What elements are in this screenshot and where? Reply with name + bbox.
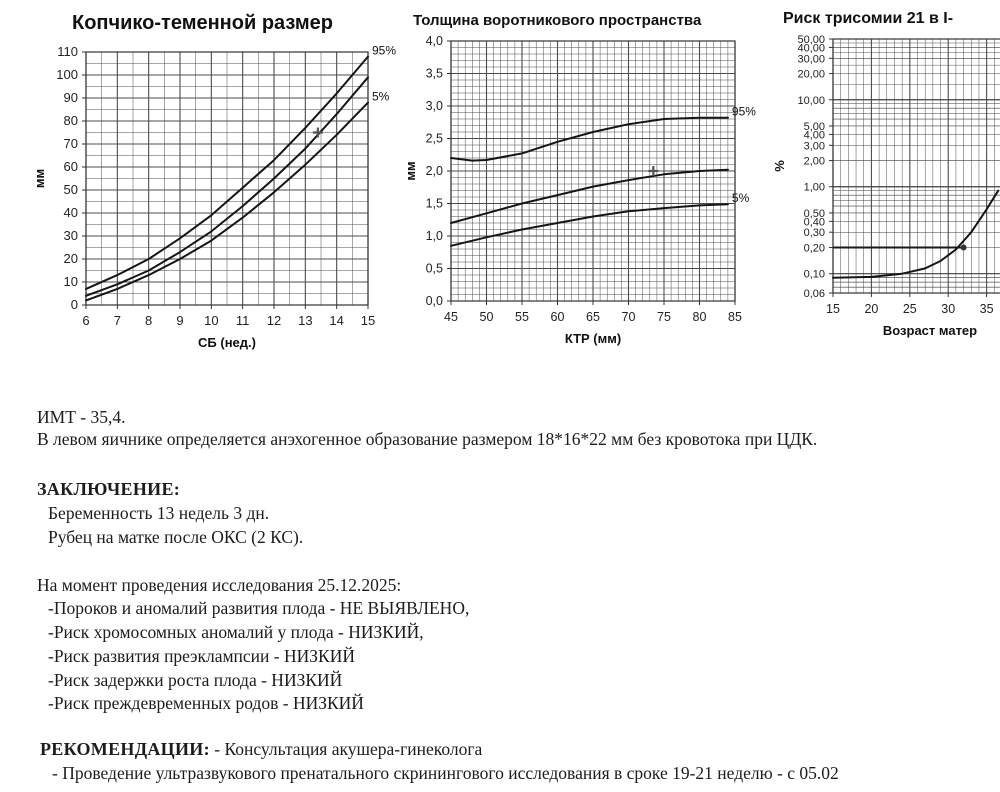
y-tick-label: 3,00 xyxy=(803,140,825,153)
x-axis-label: СБ (нед.) xyxy=(198,335,256,350)
y-tick-label: 50 xyxy=(63,182,78,197)
x-tick-label: 20 xyxy=(864,302,879,316)
x-tick-label: 75 xyxy=(657,310,671,324)
y-tick-label: 2,5 xyxy=(425,131,443,146)
y-tick-label: 60 xyxy=(63,159,78,174)
y-tick-label: 0,30 xyxy=(803,227,825,240)
y-tick-label: 4,0 xyxy=(425,34,443,48)
recommendations-line-2: - Проведение ультразвукового пренатального скринингового исследования в сроке 19-21 неделю - с 05.02 xyxy=(52,763,839,783)
y-tick-label: 0,5 xyxy=(425,261,443,276)
y-tick-label: 0,40 xyxy=(803,216,825,229)
crl-chart-title: Копчико-теменной размер xyxy=(72,12,333,34)
conclusion-line: Рубец на матке после ОКС (2 КС). xyxy=(48,527,304,547)
nt-chart-svg xyxy=(405,8,780,353)
y-tick-label: 3,0 xyxy=(425,99,443,113)
nt-chart-title: Толщина воротникового пространства xyxy=(413,12,702,29)
series-label: 5% xyxy=(731,191,750,206)
x-tick-label: 6 xyxy=(82,313,90,328)
crl-chart xyxy=(30,8,410,353)
series-label: 5% xyxy=(372,89,390,104)
series-label: 95% xyxy=(372,43,397,58)
recommendations-heading: РЕКОМЕНДАЦИИ: xyxy=(40,739,210,759)
x-tick-label: 11 xyxy=(235,313,250,328)
y-tick-label: 10 xyxy=(63,274,78,289)
y-tick-label: 3,5 xyxy=(425,66,443,81)
series-line xyxy=(451,118,728,161)
y-tick-label: 90 xyxy=(63,90,78,105)
y-tick-label: 20 xyxy=(63,251,78,266)
crl-chart-svg xyxy=(30,8,410,353)
y-tick-label: 0,10 xyxy=(803,268,825,281)
patient-marker xyxy=(313,128,323,138)
x-tick-label: 10 xyxy=(204,313,219,328)
recommendations-line xyxy=(40,738,482,760)
y-tick-label: 30 xyxy=(63,228,78,243)
x-tick-label: 70 xyxy=(621,310,636,324)
x-tick-label: 15 xyxy=(826,302,840,316)
x-axis-label: КТР (мм) xyxy=(564,331,622,346)
x-tick-label: 13 xyxy=(298,313,313,328)
y-tick-label: 2,00 xyxy=(803,155,825,168)
series-line xyxy=(833,191,998,278)
x-tick-label: 9 xyxy=(176,313,184,328)
y-tick-label: 2,0 xyxy=(425,164,443,178)
y-tick-label: 0,20 xyxy=(803,242,825,255)
x-tick-label: 55 xyxy=(515,310,529,324)
conclusion-heading: ЗАКЛЮЧЕНИЕ: xyxy=(37,479,181,499)
x-tick-label: 7 xyxy=(113,313,121,328)
y-tick-label: 0 xyxy=(70,297,78,312)
trisomy-chart-svg xyxy=(770,8,1000,353)
conclusion-line: Беременность 13 недель 3 дн. xyxy=(48,503,270,523)
y-tick-label: 4,00 xyxy=(803,129,825,142)
series-line xyxy=(451,204,728,246)
trisomy-chart-title: Риск трисомии 21 в I- xyxy=(783,10,954,27)
y-axis-label: мм xyxy=(403,161,418,181)
y-tick-label: 1,00 xyxy=(803,181,825,194)
x-tick-label: 14 xyxy=(329,313,344,328)
finding-line: -Риск преждевременных родов - НИЗКИЙ xyxy=(48,693,364,713)
y-tick-label: 50,00 xyxy=(797,34,825,46)
finding-line: -Риск задержки роста плода - НИЗКИЙ xyxy=(48,670,343,690)
y-tick-label: 30,00 xyxy=(797,53,825,66)
finding-line: -Риск развития преэклампсии - НИЗКИЙ xyxy=(48,646,355,666)
x-tick-label: 85 xyxy=(728,310,742,324)
ovary-line: В левом яичнике определяется анэхогенное образование размером 18*16*22 мм без кровотока при ЦДК. xyxy=(37,429,818,449)
y-tick-label: 10,00 xyxy=(797,94,825,107)
x-tick-label: 80 xyxy=(692,310,707,324)
patient-marker xyxy=(961,245,967,251)
trisomy-chart xyxy=(770,8,1000,353)
y-tick-label: 0,50 xyxy=(803,207,825,220)
nt-chart xyxy=(405,8,780,353)
y-tick-label: 40,00 xyxy=(797,42,825,55)
y-tick-label: 100 xyxy=(56,67,78,82)
imt-line: ИМТ - 35,4. xyxy=(37,407,126,427)
x-tick-label: 12 xyxy=(266,313,282,328)
x-axis-label: Возраст матер xyxy=(882,323,978,338)
y-tick-label: 110 xyxy=(57,44,78,59)
y-tick-label: 20,00 xyxy=(797,68,825,81)
y-tick-label: 1,0 xyxy=(425,229,443,243)
y-tick-label: 5,00 xyxy=(803,120,825,133)
finding-line: -Риск хромосомных аномалий у плода - НИЗКИЙ, xyxy=(48,622,424,642)
x-tick-label: 50 xyxy=(479,310,494,324)
y-tick-label: 40 xyxy=(63,205,78,220)
plot-frame xyxy=(833,39,1000,293)
moment-line: На момент проведения исследования 25.12.2025: xyxy=(37,575,402,595)
x-tick-label: 25 xyxy=(902,302,917,316)
x-tick-label: 60 xyxy=(550,310,565,324)
y-tick-label: 80 xyxy=(63,113,78,128)
y-tick-label: 0,06 xyxy=(803,288,825,300)
x-tick-label: 45 xyxy=(444,310,458,324)
y-axis-label: мм xyxy=(32,168,47,189)
series-label: 95% xyxy=(731,104,756,119)
y-tick-label: 1,5 xyxy=(425,196,443,211)
x-tick-label: 8 xyxy=(145,313,153,328)
finding-line: -Пороков и аномалий развития плода - НЕ ВЫЯВЛЕНО, xyxy=(48,598,470,618)
y-axis-label: % xyxy=(772,160,787,172)
y-tick-label: 70 xyxy=(63,136,78,151)
x-tick-label: 35 xyxy=(979,302,994,316)
x-tick-label: 65 xyxy=(586,310,600,324)
x-tick-label: 30 xyxy=(941,302,956,316)
x-tick-label: 15 xyxy=(360,313,376,328)
y-tick-label: 0,0 xyxy=(425,294,443,308)
recommendations-inline: - Консультация акушера-гинеколога xyxy=(209,739,483,759)
